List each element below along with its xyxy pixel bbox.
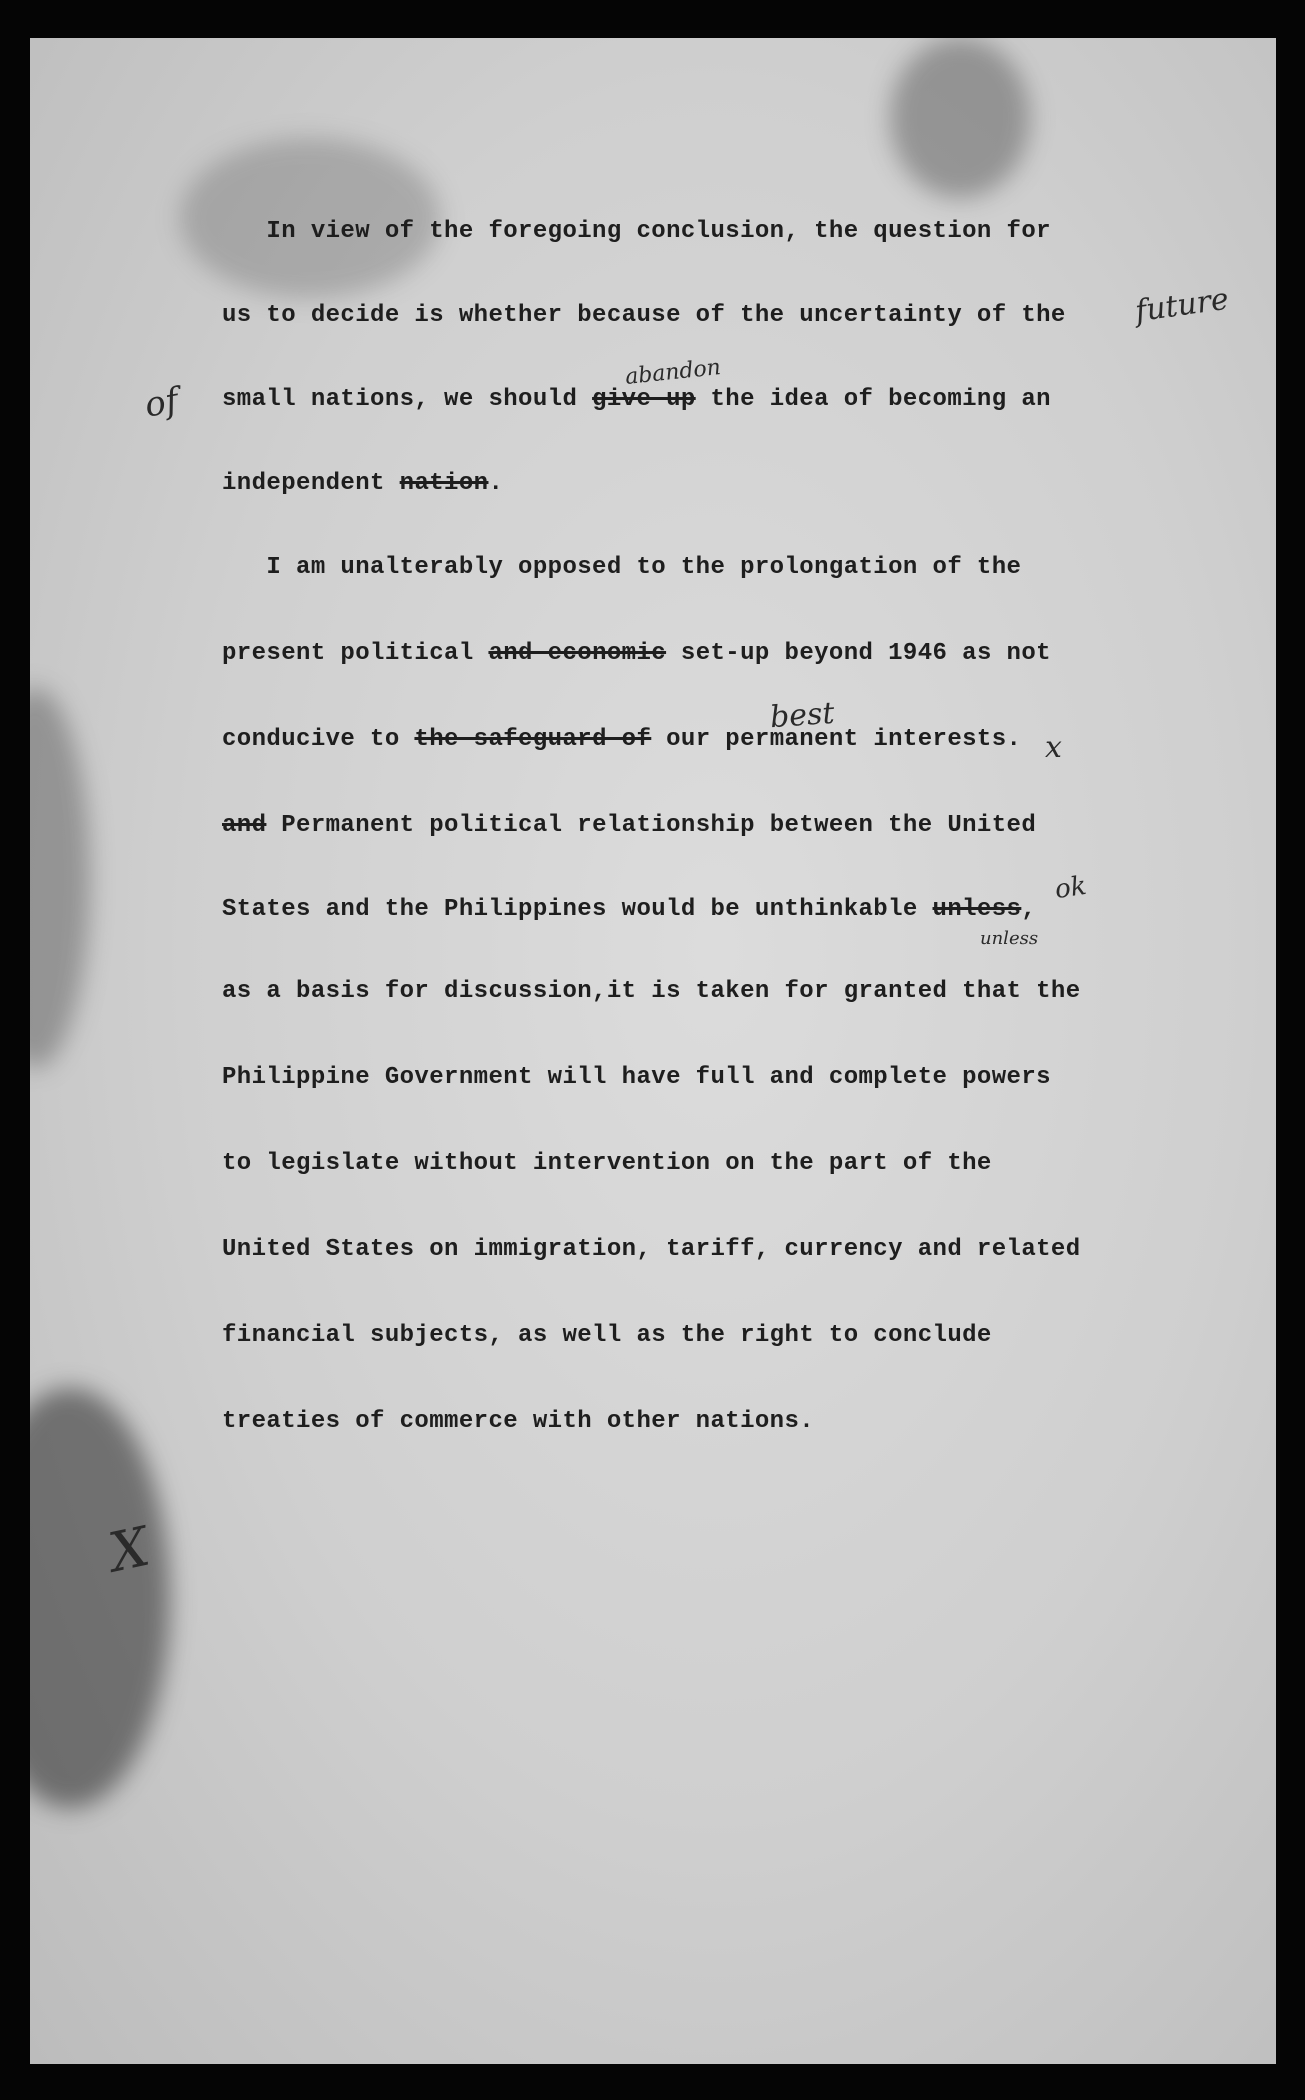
handwritten-future: future [1133,281,1231,330]
text-line [222,1408,814,1435]
line-text: as a basis for discussion,it is taken for granted that the [222,978,1081,1005]
line-text: financial subjects, as well as the right to conclude [222,1322,992,1349]
handwritten-x-mark: x [1045,730,1062,765]
line-text: small nations, we should [222,386,593,413]
handwritten-cross-mark: X [103,1514,155,1585]
text-line [222,386,1051,413]
struck-text: the safeguard of [414,726,652,753]
stain [30,1388,170,1808]
struck-text: nation [399,470,489,497]
document-page [30,38,1276,2064]
text-line [222,1064,1051,1091]
line-text: treaties of commerce with other nations. [222,1408,815,1435]
handwritten-ok: ok [1053,870,1089,906]
line-text: I am unalterably opposed to the prolongation of the [222,554,1022,581]
line-text: the idea of becoming an [695,386,1051,413]
text-line [222,554,1021,581]
line-text: to legislate without intervention on the part of the [222,1150,992,1177]
line-text: independent [222,470,400,497]
text-line [222,302,1066,329]
line-text: our permanent interests. [651,726,1022,753]
handwritten-abandon: abandon [623,355,723,390]
line-text: In view of the foregoing conclusion, the question for [222,218,1051,245]
text-line [222,896,1036,923]
line-text: Permanent political relationship between the United [266,812,1037,839]
text-line [222,1150,992,1177]
text-line [222,1322,992,1349]
handwritten-of: of [141,380,182,426]
handwritten-best: best [768,695,836,736]
line-text: Philippine Government will have full and complete powers [222,1064,1051,1091]
text-line [222,726,1021,753]
struck-text: give up [592,386,696,413]
line-text: conducive to [222,726,415,753]
line-text: States and the Philippines would be unthinkable [222,896,933,923]
text-line [222,812,1036,839]
line-text: . [488,470,504,497]
struck-text: and economic [488,640,667,667]
line-text: , [1021,896,1037,923]
line-text: United States on immigration, tariff, currency and related [222,1236,1081,1263]
text-line [222,978,1081,1005]
handwritten-unless: unless [980,928,1039,949]
line-text: present political [222,640,489,667]
line-text: us to decide is whether because of the uncertainty of the [222,302,1066,329]
text-line [222,1236,1081,1263]
stain [890,38,1030,198]
line-text: set-up beyond 1946 as not [666,640,1051,667]
text-line [222,218,1051,245]
text-line [222,470,503,497]
stain [30,688,90,1068]
struck-text: unless [932,896,1022,923]
struck-text: and [222,812,267,839]
text-line [222,640,1051,667]
